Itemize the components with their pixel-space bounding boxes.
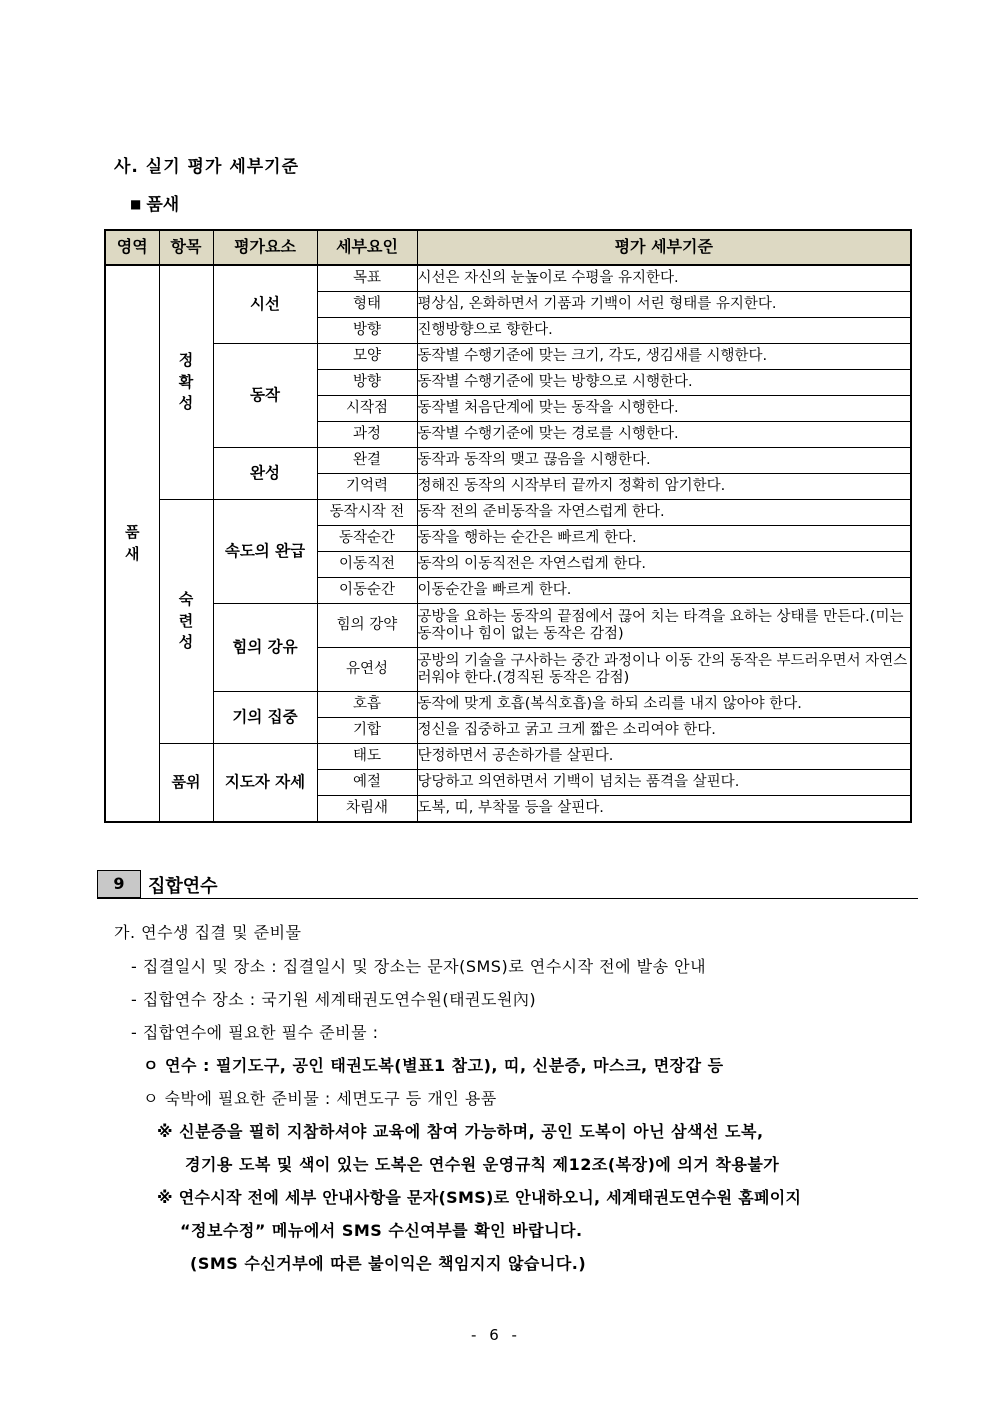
- factor-cell: 기합: [317, 718, 417, 744]
- factor-cell: 차림새: [317, 796, 417, 823]
- table-row: [105, 500, 911, 526]
- criterion-cell: 진행방향으로 향한다.: [417, 318, 911, 344]
- criterion-cell: 공방을 요하는 동작의 끝점에서 끊어 치는 타격을 요하는 상태를 만든다.(미는 동작이나 힘이 없는 동작은 감점): [417, 604, 911, 648]
- page-number: - 6 -: [471, 1326, 521, 1344]
- criterion-cell: 동작별 처음단계에 맞는 동작을 시행한다.: [417, 396, 911, 422]
- factor-cell: 기억력: [317, 474, 417, 500]
- table-row: [105, 744, 911, 770]
- criterion-cell: 동작별 수행기준에 맞는 경로를 시행한다.: [417, 422, 911, 448]
- header-area: 영역: [105, 230, 159, 265]
- header-criterion: 평가 세부기준: [417, 230, 911, 265]
- element-cell: 기의 집중: [213, 692, 317, 744]
- header-element: 평가요소: [213, 230, 317, 265]
- factor-cell: 방향: [317, 370, 417, 396]
- factor-cell: 과정: [317, 422, 417, 448]
- criterion-cell: 동작 전의 준비동작을 자연스럽게 한다.: [417, 500, 911, 526]
- item-label: 품위: [171, 772, 201, 791]
- factor-cell: 동작시작 전: [317, 500, 417, 526]
- criterion-cell: 평상심, 온화하면서 기품과 기백이 서린 형태를 유지한다.: [417, 292, 911, 318]
- table-row: [105, 692, 911, 718]
- list-item: ㅇ 연수 : 필기도구, 공인 태권도복(별표1 참고), 띠, 신분증, 마스크, 면장갑 등: [143, 1056, 724, 1075]
- element-cell: 힘의 강유: [213, 604, 317, 692]
- factor-cell: 목표: [317, 265, 417, 292]
- criterion-cell: 정해진 동작의 시작부터 끝까지 정확히 암기한다.: [417, 474, 911, 500]
- list-item: - 집결일시 및 장소 : 집결일시 및 장소는 문자(SMS)로 연수시작 전에 발송 안내: [131, 957, 707, 976]
- criterion-cell: 단정하면서 공손하가를 살핀다.: [417, 744, 911, 770]
- factor-cell: 방향: [317, 318, 417, 344]
- factor-cell: 태도: [317, 744, 417, 770]
- item-cell-dignity: [159, 744, 213, 823]
- section-number-badge: 9: [97, 870, 141, 898]
- factor-cell: 모양: [317, 344, 417, 370]
- factor-cell: 호흡: [317, 692, 417, 718]
- area-label: 품새: [125, 522, 140, 563]
- list-item: - 집합연수에 필요한 필수 준비물 :: [131, 1023, 379, 1042]
- criterion-cell: 동작별 수행기준에 맞는 크기, 각도, 생김새를 시행한다.: [417, 344, 911, 370]
- element-cell: 속도의 완급: [213, 500, 317, 604]
- notice-line: “정보수정” 메뉴에서 SMS 수신여부를 확인 바랍니다.: [180, 1221, 583, 1240]
- factor-cell: 완결: [317, 448, 417, 474]
- notice-line: ※ 연수시작 전에 세부 안내사항을 문자(SMS)로 안내하오니, 세계태권도연수원 홈페이지: [157, 1188, 802, 1207]
- criterion-cell: 공방의 기술을 구사하는 중간 과정이나 이동 간의 동작은 부드러우면서 자연스러워야 한다.(경직된 동작은 감점): [417, 648, 911, 692]
- list-item: ㅇ 숙박에 필요한 준비물 : 세면도구 등 개인 용품: [143, 1089, 497, 1108]
- criterion-cell: 당당하고 의연하면서 기백이 넘치는 품격을 살핀다.: [417, 770, 911, 796]
- criterion-cell: 동작의 이동직전은 자연스럽게 한다.: [417, 552, 911, 578]
- table-row: [105, 265, 911, 292]
- section-heading: 집합연수: [148, 876, 218, 897]
- element-cell: 시선: [213, 265, 317, 344]
- notice-line: (SMS 수신거부에 따른 불이익은 책임지지 않습니다.): [190, 1254, 587, 1273]
- element-cell: 지도자 자세: [213, 744, 317, 823]
- item-label: 정확성: [178, 350, 194, 413]
- factor-cell: 이동직전: [317, 552, 417, 578]
- list-heading: 가. 연수생 집결 및 준비물: [114, 923, 302, 942]
- header-item: 항목: [159, 230, 213, 265]
- criterion-cell: 이동순간을 빠르게 한다.: [417, 578, 911, 604]
- section-divider: [97, 898, 918, 899]
- criterion-cell: 도복, 띠, 부착물 등을 살핀다.: [417, 796, 911, 823]
- list-item: - 집합연수 장소 : 국기원 세계태권도연수원(태권도원內): [131, 990, 537, 1009]
- criterion-cell: 시선은 자신의 눈높이로 수평을 유지한다.: [417, 265, 911, 292]
- factor-cell: 동작순간: [317, 526, 417, 552]
- factor-cell: 힘의 강약: [317, 604, 417, 648]
- table-row: [105, 448, 911, 474]
- area-cell: [105, 265, 159, 822]
- item-cell-proficiency: [159, 500, 213, 744]
- factor-cell: 예절: [317, 770, 417, 796]
- factor-cell: 유연성: [317, 648, 417, 692]
- element-cell: 동작: [213, 344, 317, 448]
- notice-line: 경기용 도복 및 색이 있는 도복은 연수원 운영규칙 제12조(복장)에 의거 착용불가: [185, 1155, 780, 1174]
- notice-line: ※ 신분증을 필히 지참하셔야 교육에 참여 가능하며, 공인 도복이 아닌 삼색선 도복,: [157, 1122, 764, 1141]
- factor-cell: 시작점: [317, 396, 417, 422]
- factor-cell: 형태: [317, 292, 417, 318]
- criterion-cell: 동작과 동작의 맺고 끊음을 시행한다.: [417, 448, 911, 474]
- criterion-cell: 정신을 집중하고 굵고 크게 짧은 소리여야 한다.: [417, 718, 911, 744]
- criterion-cell: 동작을 행하는 순간은 빠르게 한다.: [417, 526, 911, 552]
- item-label: 숙련성: [178, 589, 194, 652]
- subsection-title: [130, 190, 179, 215]
- item-cell-accuracy: [159, 265, 213, 500]
- square-bullet-icon: ■: [130, 197, 142, 211]
- section-title: 사. 실기 평가 세부기준: [114, 157, 300, 177]
- criterion-cell: 동작에 맞게 호흡(복식호흡)을 하되 소리를 내지 않아야 한다.: [417, 692, 911, 718]
- subsection-label: 품새: [146, 195, 180, 215]
- header-factor: 세부요인: [317, 230, 417, 265]
- table-row: [105, 344, 911, 370]
- evaluation-criteria-table: [104, 229, 912, 823]
- table-header-row: [105, 230, 911, 265]
- table-row: [105, 604, 911, 648]
- criterion-cell: 동작별 수행기준에 맞는 방향으로 시행한다.: [417, 370, 911, 396]
- element-cell: 완성: [213, 448, 317, 500]
- factor-cell: 이동순간: [317, 578, 417, 604]
